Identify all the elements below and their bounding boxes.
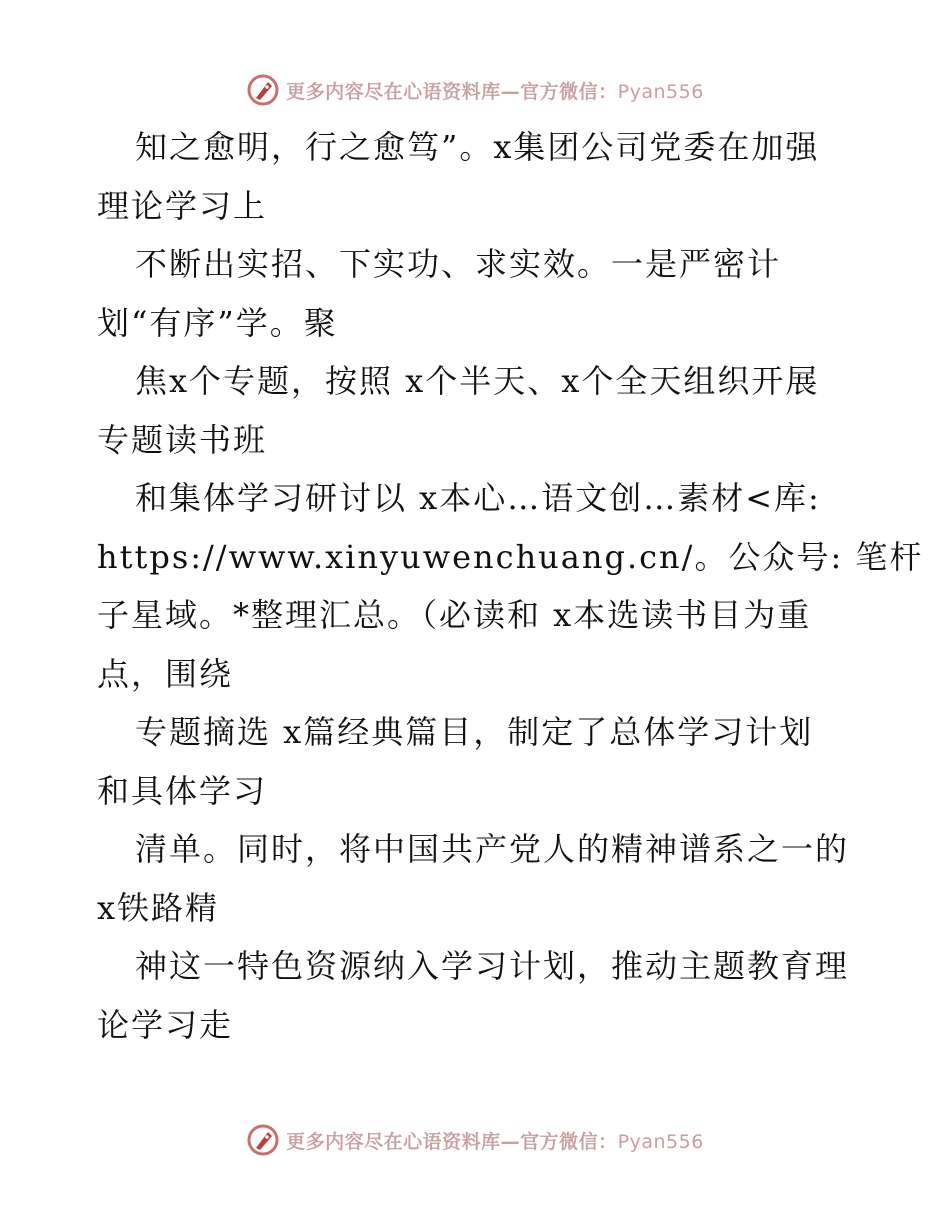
text-line: 神这一特色资源纳入学习计划，推动主题教育理 [135, 947, 850, 985]
text-line: 清单。同时，将中国共产党人的精神谱系之一的 [135, 830, 850, 868]
header-watermark-banner [0, 70, 950, 110]
text-line: 和集体学习研讨以 x本心…语文创…素材<库: [135, 479, 821, 517]
pen-nib-logo-icon [246, 73, 280, 107]
pen-nib-logo-icon [246, 1123, 280, 1157]
text-line: 子星域。*整理汇总。（必读和 x本选读书目为重 [97, 596, 812, 634]
text-line: 点，围绕 [97, 654, 234, 693]
document-body [97, 118, 924, 1054]
footer-watermark-banner [0, 1120, 950, 1160]
text-line: https://www.xinyuwenchuang.cn/。公众号: 笔杆 [97, 537, 924, 576]
text-line: 专题摘选 x篇经典篇目，制定了总体学习计划 [135, 713, 814, 751]
text-line: 专题读书班 [97, 420, 268, 459]
text-line: 不断出实招、下实功、求实效。一是严密计 [135, 245, 782, 283]
text-line: 理论学习上 [97, 186, 268, 225]
watermark-text: 更多内容尽在心语资料库—官方微信：Pyan556 [286, 1130, 704, 1153]
text-line: 论学习走 [97, 1005, 234, 1044]
watermark-text: 更多内容尽在心语资料库—官方微信：Pyan556 [286, 80, 704, 103]
text-line: 和具体学习 [97, 771, 268, 810]
text-line: 知之愈明，行之愈笃”。x集团公司党委在加强 [135, 128, 820, 166]
text-line: 焦x个专题，按照 x个半天、x个全天组织开展 [135, 362, 820, 400]
text-line: 划“有序”学。聚 [97, 303, 338, 342]
text-line: x铁路精 [97, 888, 220, 927]
